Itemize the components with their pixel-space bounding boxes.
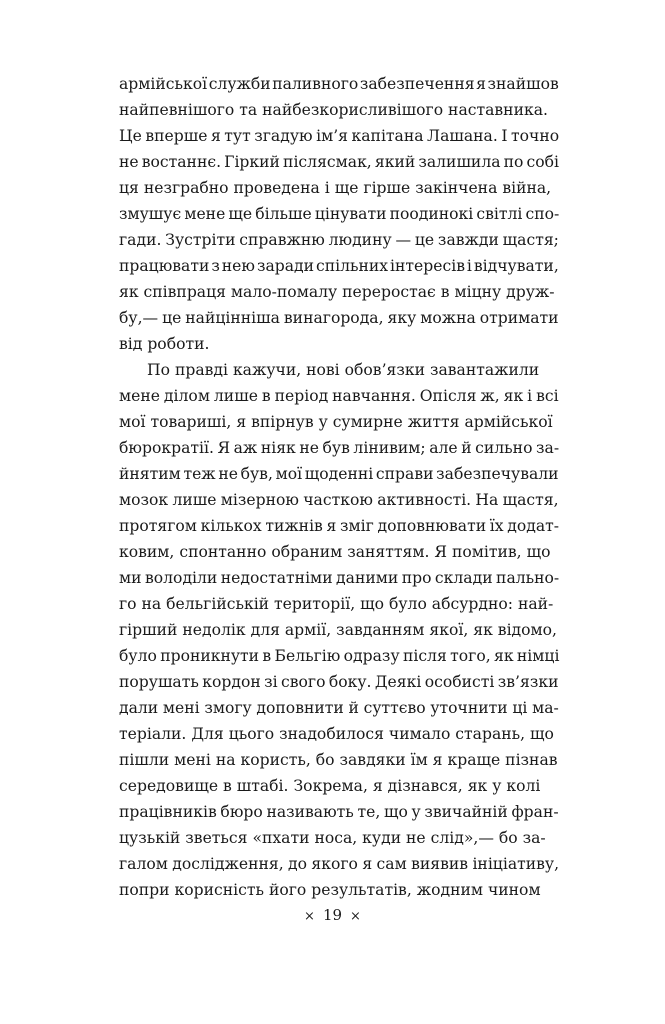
text-line: не востаннє. Гіркий післясмак, який залишила по собі [119,153,560,171]
text-line: дали мені змогу доповнити й суттєво уточнити ці ма- [119,699,559,717]
text-line: йнятим теж не був, мої щоденні справи забезпечували [119,465,559,483]
text-line: ковим, спонтанно обраним заняттям. Я помітив, що [119,543,551,561]
text-line: ми володіли недостатніми даними про склади пально- [119,569,560,587]
text-line: бюрократії. Я аж ніяк не був лінивим; але й сильно за- [119,439,560,457]
body-text [119,71,559,903]
text-line: бу,— це найцінніша винагорода, яку можна отримати [119,309,559,327]
page-number: 19 [322,906,343,924]
text-line: По правді кажучи, нові обов’язки завантажили [147,361,540,379]
text-line: працівників бюро називають те, що у звичайній фран- [119,803,559,821]
text-line: змушує мене ще більше цінувати поодинокі світлі спо- [119,205,560,223]
text-line: цузькій зветься «пхати носа, куди не слід»,— бо за- [119,829,546,847]
text-line: пішли мені на користь, бо завдяки їм я краще пізнав [119,751,558,769]
text-line: попри корисність його результатів, жодним чином [119,881,541,899]
text-line: армійської служби паливного забезпечення я знайшов [119,75,559,93]
text-line: середовище в штабі. Зокрема, я дізнався, як у колі [119,777,541,795]
text-line: гірший недолік для армії, завданням якої, як відомо, [119,621,558,639]
text-line: го на бельгійській території, що було абсурдно: най- [119,595,554,613]
text-line: мене ділом лише в період навчання. Опісля ж, як і всі [119,387,559,405]
text-line: галом дослідження, до якого я сам виявив ініціативу, [119,855,560,873]
text-line: мої товариші, я впірнув у сумирне життя армійської [119,413,553,431]
text-line: порушать кордон зі свого боку. Деякі особисті зв’язки [119,673,559,691]
text-line: протягом кількох тижнів я зміг доповнювати їх додат- [119,517,560,535]
text-line: від роботи. [119,335,210,353]
footer-right-ornament: × [350,909,361,924]
text-line: гади. Зустріти справжню людину — це завжди щастя; [119,231,559,249]
text-line: найпевнішого та найбезкорисливішого наставника. [119,101,548,119]
text-line: мозок лише мізерною часткою активності. На щастя, [119,491,559,509]
text-line: працювати з нею заради спільних інтересів і відчувати, [119,257,559,275]
text-line: Це вперше я тут згадую ім’я капітана Лашана. І точно [119,127,560,145]
page-footer [0,905,665,927]
footer-left-ornament: × [304,909,315,924]
text-line: теріали. Для цього знадобилося чимало старань, що [119,725,554,743]
text-line: як співпраця мало-помалу переростає в міцну друж- [119,283,555,301]
text-line: ця незграбно проведена і ще гірше закінчена війна, [119,179,552,197]
text-line: було проникнути в Бельгію одразу після того, як німці [119,647,560,665]
